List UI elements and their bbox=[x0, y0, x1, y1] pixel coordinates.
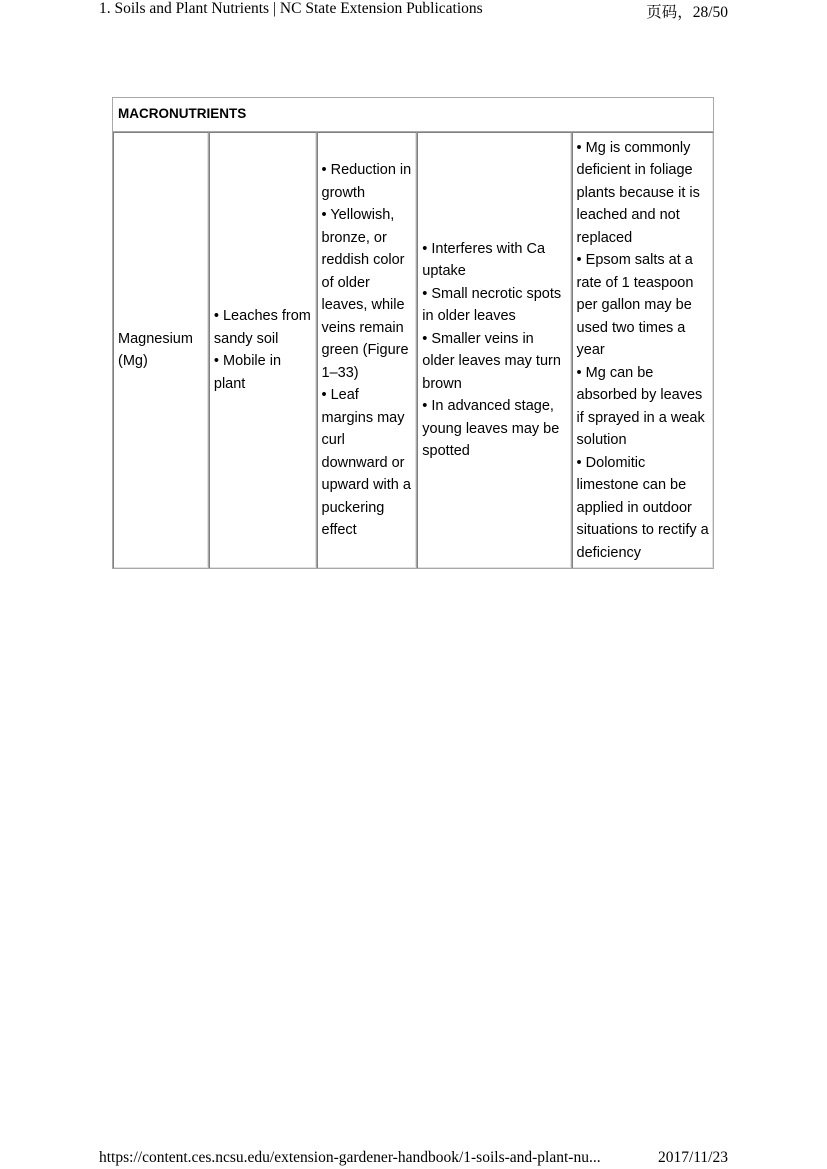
page-header bbox=[0, 0, 827, 22]
nutrient-table bbox=[112, 97, 714, 569]
section-heading: MACRONUTRIENTS bbox=[113, 98, 713, 132]
table-row bbox=[113, 132, 713, 569]
table-header-row bbox=[113, 98, 713, 132]
nutrient-cell bbox=[113, 132, 208, 569]
list-item: • Smaller veins in older leaves may turn brown bbox=[422, 330, 561, 392]
list-item: • Reduction in growth bbox=[321, 162, 412, 201]
list-item: • Mobile in plant bbox=[213, 353, 282, 392]
list-item: • Yellowish, bronze, or reddish color of older leaves, while veins remain green (Figure 1–33) bbox=[321, 207, 409, 381]
list-item: • Dolomitic limestone can be applied in outdoor situations to rectify a deficiency bbox=[576, 454, 709, 561]
list-item: • Small necrotic spots in older leaves bbox=[422, 285, 562, 325]
list-item: • Interferes with Ca uptake bbox=[422, 240, 546, 280]
comments-cell bbox=[571, 132, 713, 569]
mobility-cell bbox=[208, 132, 316, 569]
list-item: • Epsom salts at a rate of 1 teaspoon per gallon may be used two times a year bbox=[576, 252, 694, 358]
list-item: • Leaf margins may curl downward or upward with a puckering effect bbox=[321, 387, 411, 538]
list-item: • Mg is commonly deficient in foliage plants because it is leached and not replaced bbox=[576, 139, 700, 246]
nutrient-name: Magnesium (Mg) bbox=[118, 330, 193, 370]
print-date: 2017/11/23 bbox=[657, 1149, 728, 1166]
page-number: 页码，28/50 bbox=[646, 4, 728, 21]
document-title: 1. Soils and Plant Nutrients | NC State Extension Publications bbox=[99, 0, 483, 17]
list-item: • In advanced stage, young leaves may be spotted bbox=[422, 398, 560, 460]
source-url: https://content.ces.ncsu.edu/extension-gardener-handbook/1-soils-and-plant-nu... bbox=[99, 1149, 601, 1166]
list-item: • Leaches from sandy soil bbox=[213, 308, 311, 347]
page-footer bbox=[0, 1149, 827, 1169]
list-item: • Mg can be absorbed by leaves if sprayed in a weak solution bbox=[576, 364, 705, 448]
notes-cell bbox=[416, 132, 570, 569]
symptoms-cell bbox=[316, 132, 417, 569]
